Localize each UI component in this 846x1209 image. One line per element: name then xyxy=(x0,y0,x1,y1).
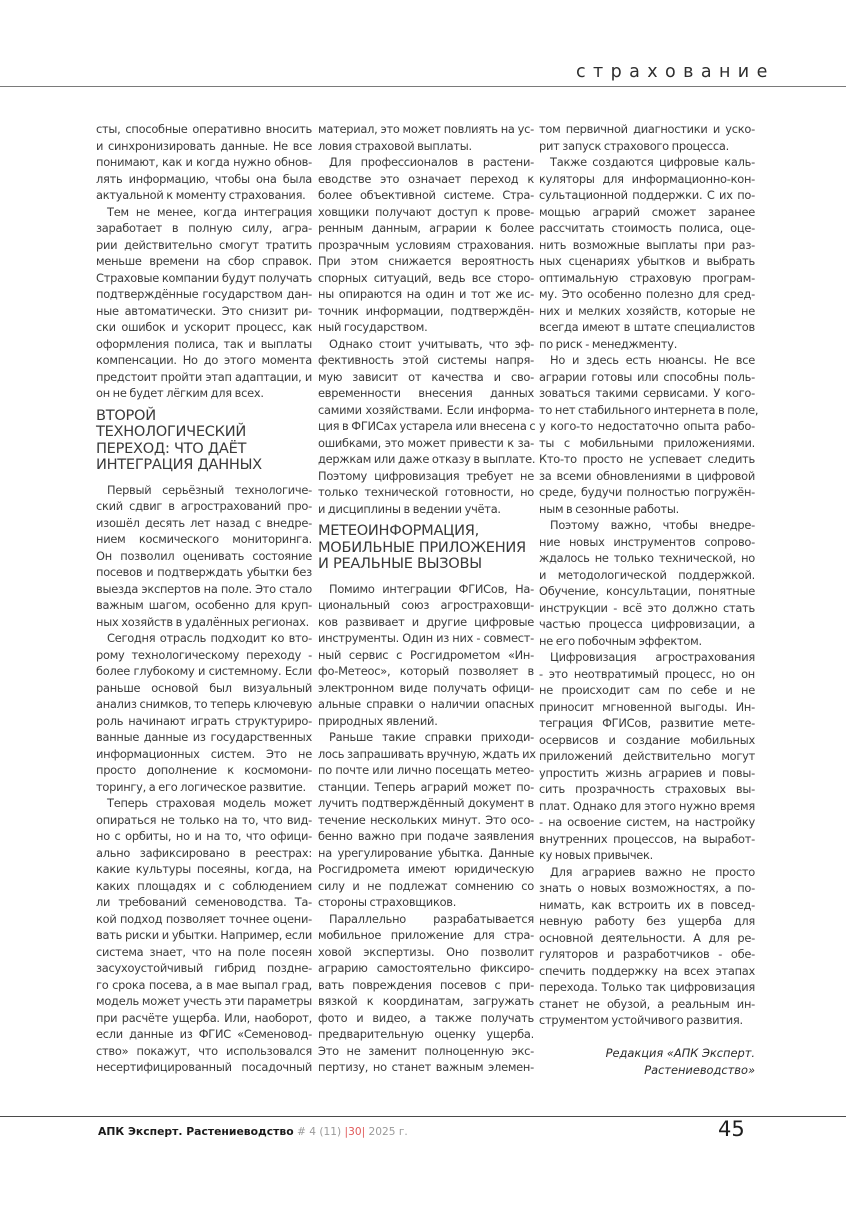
text-line: анализ снимков, то теперь ключевую xyxy=(96,697,312,712)
text-line: вать повреждения посевов с при- xyxy=(318,977,534,992)
text-line: том первичной диагностики и уско- xyxy=(539,122,755,136)
paragraph xyxy=(318,581,534,730)
text-line: у кого-то недостаточно опыта рабо- xyxy=(539,419,755,433)
text-line: предстоит пройти этап адаптации, и xyxy=(96,369,312,384)
text-line: более глубокому и системному. Если xyxy=(96,664,312,679)
text-line: понимают, как и когда нужно обнов- xyxy=(96,155,312,169)
text-line: альные справки о наличии опасных xyxy=(318,697,534,712)
text-line: спечить поддержку на всех этапах xyxy=(539,963,755,978)
text-line: за всеми обновлениями в цифровой xyxy=(539,468,755,483)
text-line: Раньше такие справки приходи- xyxy=(329,730,534,745)
paragraph xyxy=(96,795,312,1076)
text-line: зоваться такими сервисами. У кого- xyxy=(539,386,755,400)
text-line: струментом устойчивого развития. xyxy=(539,1013,743,1027)
text-line: станет не обузой, а реальным ин- xyxy=(539,996,755,1011)
text-line: основной деятельности. А для ре- xyxy=(539,930,755,945)
text-line: оптимальную страховую програм- xyxy=(539,270,755,285)
text-line: раньше основой был визуальный xyxy=(96,680,312,695)
text-line: внутренних процессов, на выработ- xyxy=(539,831,755,846)
text-line: лось запрашивать вручную, ждать их xyxy=(318,746,536,761)
text-line: Цифровизация агрострахования xyxy=(550,650,755,664)
text-line: держкам или даже отказу в выплате. xyxy=(318,452,536,466)
text-line: Обучение, консультации, понятные xyxy=(539,584,755,598)
paragraph xyxy=(96,204,312,402)
text-line: всегда имеют в штате специалистов xyxy=(539,320,755,334)
text-line: циональный союз агростраховщи- xyxy=(318,598,534,613)
text-line: природных явлений. xyxy=(318,713,438,728)
text-line: знать о новых возможностях, а по- xyxy=(539,881,755,895)
text-line: торингу, а его логическое развитие. xyxy=(96,779,306,794)
text-line: и синхронизировать данные. Не все xyxy=(96,138,312,153)
text-line: Он позволил оценивать состояние xyxy=(96,548,312,563)
paragraph xyxy=(539,154,755,352)
text-line: на урегулирование убытка. Данные xyxy=(318,845,534,860)
text-line: по почте или лично посещать метео- xyxy=(318,763,534,778)
text-line: нием космического мониторинга. xyxy=(96,532,312,547)
text-line: ство» покажут, что использовался xyxy=(96,1043,312,1058)
column-3 xyxy=(539,121,759,1079)
text-line: Страховые компании будут получать xyxy=(96,270,312,285)
text-line: предварительную оценку ущерба. xyxy=(318,1027,534,1042)
text-line: ты с мобильными приложениями. xyxy=(539,435,755,450)
text-line: упростить жизнь аграриев и повы- xyxy=(539,765,755,780)
text-line: ренным данным, аграрии к более xyxy=(318,221,534,235)
text-line: только технической готовности, но xyxy=(318,485,534,499)
text-line: Тем не менее, когда интеграция xyxy=(107,204,312,219)
text-line: лучить подтверждённый документ в xyxy=(318,796,534,811)
text-line: Для аграриев важно не просто xyxy=(550,864,755,879)
heading-line: ТЕХНОЛОГИЧЕСКИЙ xyxy=(96,423,246,441)
heading-line: И РЕАЛЬНЫЕ ВЫЗОВЫ xyxy=(318,555,482,573)
text-line: Также создаются цифровые каль- xyxy=(550,155,755,169)
text-line: если данные из ФГИС «Семеновод- xyxy=(96,1027,312,1042)
text-line: рит запуск страхового процесса. xyxy=(539,138,729,153)
text-line: аграрию самостоятельно фиксиро- xyxy=(318,961,534,976)
text-line: самими хозяйствами. Если информа- xyxy=(318,402,534,417)
section-label: страхование xyxy=(576,62,775,82)
text-line: информационных систем. Это не xyxy=(96,746,312,761)
text-line: плат. Однако для этого нужно время xyxy=(539,798,755,813)
text-line: Для профессионалов в растени- xyxy=(329,155,534,169)
text-line: Теперь страховая модель может xyxy=(107,796,312,811)
paragraph xyxy=(318,729,534,911)
text-line: При этом снижается вероятность xyxy=(318,254,534,268)
paragraph xyxy=(539,121,755,154)
heading-line: ПЕРЕХОД: ЧТО ДАЁТ xyxy=(96,439,247,457)
signature-line: Редакция «АПК Эксперт. xyxy=(605,1045,755,1060)
text-line: но с орбиты, но и на то, что офици- xyxy=(96,829,312,844)
text-line: пертизу, но станет важным элемен- xyxy=(318,1060,534,1075)
text-line: роль начинают играть структуриро- xyxy=(96,713,312,728)
text-line: он не будет лёгким для всех. xyxy=(96,386,264,400)
issue-number: # 4 (11) xyxy=(293,1126,345,1138)
text-line: оформления полиса, так и выплаты xyxy=(96,336,312,351)
text-line: ловия страховой выплаты. xyxy=(318,138,472,153)
heading-line: ВТОРОЙ xyxy=(96,406,156,424)
text-line: ный государством. xyxy=(318,320,428,334)
text-line: - на освоение систем, на настройку xyxy=(539,815,755,829)
text-line: них и мелких хозяйств, которые не xyxy=(539,303,755,318)
section-heading xyxy=(96,408,312,474)
text-line: важным шагом, особенно для круп- xyxy=(96,598,312,613)
text-line: го срока посева, а в мае выпал град, xyxy=(96,977,312,992)
text-line: Поэтому цифровизация требует не xyxy=(318,468,534,483)
text-line: - это неотвратимый процесс, но он xyxy=(539,666,755,681)
text-line: рассчитать стоимость полиса, оце- xyxy=(539,221,755,235)
paragraph xyxy=(318,121,534,154)
text-line: модель может учесть эти параметры xyxy=(96,994,312,1009)
text-line: мую зависит от качества и сво- xyxy=(318,369,534,384)
text-line: рии действительно смогут тратить xyxy=(96,237,312,252)
text-line: осервисов и создание мобильных xyxy=(539,732,755,747)
paragraph xyxy=(318,336,534,518)
paragraph xyxy=(318,154,534,336)
text-line: подтверждённые государством дан- xyxy=(96,287,312,301)
text-line: Поэтому важно, чтобы внедре- xyxy=(550,518,755,532)
text-line: несертифицированный посадочный xyxy=(96,1060,312,1075)
text-line: ков развивает и другие цифровые xyxy=(318,614,534,629)
text-line: ли требований семеноводства. Та- xyxy=(96,895,312,910)
issue-year: 2025 г. xyxy=(365,1126,408,1138)
paragraph xyxy=(96,482,312,631)
text-line: нить возможные выплаты при раз- xyxy=(539,237,755,252)
text-line: перехода. Только так цифровизация xyxy=(539,980,755,994)
text-line: актуальной к моменту страхования. xyxy=(96,188,306,202)
text-line: куляторы для информационно-кон- xyxy=(539,171,755,186)
page-number: 45 xyxy=(718,1117,745,1141)
text-line: Росгидромета имеют юридическую xyxy=(318,862,534,877)
text-line: лять информацию, чтобы она была xyxy=(96,171,312,186)
text-line: ным в сезонные работы. xyxy=(539,501,679,516)
text-line: частью процесса цифровизации, а xyxy=(539,617,755,631)
text-line: невную работу без ущерба для xyxy=(539,914,755,928)
text-line: Однако стоит учитывать, что эф- xyxy=(329,336,534,351)
text-line: ция в ФГИСах устарела или внесена с xyxy=(318,419,536,433)
text-line: фективность этой системы напря- xyxy=(318,353,534,367)
text-line: силу и не подлежат сомнению со xyxy=(318,878,534,893)
text-line: ный сервис с Росгидрометом «Ин- xyxy=(318,647,534,662)
paragraph xyxy=(539,649,755,864)
text-line: инструкции - всё это должно стать xyxy=(539,600,755,615)
text-line: ные автоматически. Это снизит ри- xyxy=(96,303,312,318)
text-line: ку новых привычек. xyxy=(539,848,654,862)
column-2 xyxy=(318,121,534,1076)
text-line: и методологической поддержкой. xyxy=(539,567,755,582)
issue-total: |30| xyxy=(344,1126,366,1138)
heading-line: ИНТЕГРАЦИЯ ДАННЫХ xyxy=(96,456,262,474)
paragraph xyxy=(96,121,312,204)
text-line: ховщики получают доступ к прове- xyxy=(318,204,534,219)
header-rule xyxy=(0,86,846,87)
text-line: выезда экспертов на поле. Это стало xyxy=(96,581,312,596)
text-line: вязкой к координатам, загружать xyxy=(318,994,534,1009)
text-line: нимать, как встроить их в повсед- xyxy=(539,897,755,912)
text-line: ошибками, это может привести к за- xyxy=(318,435,534,450)
text-line: просто дополнение к космомони- xyxy=(96,763,312,778)
text-line: приложений действительно могут xyxy=(539,749,755,763)
text-line: прозрачным условиям страхования. xyxy=(318,237,534,252)
footer-masthead xyxy=(98,1125,408,1138)
text-line: каких площадях и с соблюдением xyxy=(96,878,312,893)
text-line: фото и видео, а также получать xyxy=(318,1010,534,1025)
paragraph xyxy=(318,911,534,1076)
text-line: кой подход позволяет точнее оцени- xyxy=(96,911,312,926)
text-line: инструменты. Один из них - совмест- xyxy=(318,631,534,646)
text-line: не его побочным эффектом. xyxy=(539,633,702,648)
text-line: ванные данные из государственных xyxy=(96,730,312,745)
text-line: и дисциплины в ведении учёта. xyxy=(318,501,501,516)
text-line: приносит мгновенной выгоды. Ин- xyxy=(539,699,755,714)
text-line: какие культуры посеяны, когда, на xyxy=(96,862,312,877)
text-line: заработает в полную силу, агра- xyxy=(96,221,312,235)
text-line: то нет стабильного интернета в поле, xyxy=(539,402,759,417)
text-line: при расчёте ущерба. Или, наоборот, xyxy=(96,1010,312,1025)
paragraph xyxy=(96,630,312,795)
text-line: ский сдвиг в агрострахований про- xyxy=(96,499,312,514)
text-line: изошёл десять лет назад с внедре- xyxy=(96,515,312,530)
heading-line: МОБИЛЬНЫЕ ПРИЛОЖЕНИЯ xyxy=(318,538,526,556)
paragraph xyxy=(539,352,759,517)
text-line: точник информации, подтверждён- xyxy=(318,303,534,318)
column-1 xyxy=(96,121,312,1076)
text-line: Это не заменит полноценную экс- xyxy=(318,1043,534,1058)
text-line: рому технологическому переходу - xyxy=(96,647,312,662)
text-line: по риск - менеджменту. xyxy=(539,336,678,351)
text-line: фо-Метеос», который позволяет в xyxy=(318,664,534,679)
paragraph xyxy=(539,864,755,1029)
text-line: му. Это особенно полезно для сред- xyxy=(539,287,755,301)
text-line: более объективной системе. Стра- xyxy=(318,188,534,202)
paragraph xyxy=(539,517,755,649)
text-line: стороны страховщиков. xyxy=(318,895,457,910)
text-line: станции. Теперь аграрий может по- xyxy=(318,779,534,794)
text-line: ных хозяйств в удалённых регионах. xyxy=(96,614,310,629)
text-line: сты, способные оперативно вносить xyxy=(96,122,312,136)
text-line: сить прозрачность страховых вы- xyxy=(539,782,755,796)
text-line: сультационной поддержки. С их по- xyxy=(539,188,755,202)
author-signature xyxy=(539,1045,755,1079)
section-heading xyxy=(318,523,534,573)
text-line: течение нескольких минут. Это осо- xyxy=(318,812,534,827)
text-line: меньше времени на сбор справок. xyxy=(96,254,312,268)
heading-line: МЕТЕОИНФОРМАЦИЯ, xyxy=(318,522,479,539)
text-line: Помимо интеграции ФГИСов, На- xyxy=(329,581,534,596)
text-line: Кто-то просто не успевает следить xyxy=(539,452,755,466)
text-line: евременности внесения данных xyxy=(318,386,534,400)
text-line: еводстве это означает переход к xyxy=(318,171,534,186)
text-line: посевов и подтверждать убытки без xyxy=(96,565,312,580)
text-line: Но и здесь есть нюансы. Не все xyxy=(550,353,755,367)
text-line: Сегодня отрасль подходит ко вто- xyxy=(107,631,312,646)
text-line: мобильное приложение для стра- xyxy=(318,928,534,943)
text-line: Первый серьёзный технологиче- xyxy=(107,482,312,497)
text-line: материал, это может повлиять на ус- xyxy=(318,122,534,136)
text-line: гуляторов и разработчиков - обе- xyxy=(539,947,755,961)
signature-line: Растениеводство» xyxy=(644,1062,755,1077)
text-line: бенно важно при подаче заявления xyxy=(318,829,534,844)
text-line: ны опираются на один и тот же ис- xyxy=(318,287,534,301)
text-line: ние новых инструментов сопрово- xyxy=(539,534,755,549)
text-line: среде, будучи полностью погружён- xyxy=(539,485,755,499)
text-line: электронном виде получать офици- xyxy=(318,680,534,695)
text-line: ски ошибок и ускорит процесс, как xyxy=(96,320,312,334)
text-line: система знает, что на поле посеян xyxy=(96,944,312,959)
text-line: мощью аграрий сможет заранее xyxy=(539,204,755,219)
text-line: вать риски и убытки. Например, если xyxy=(96,928,312,943)
magazine-title: АПК Эксперт. Растениеводство xyxy=(98,1125,294,1138)
text-line: спорных ситуаций, ведь все сторо- xyxy=(318,270,534,285)
text-line: ждалось не только технической, но xyxy=(539,551,755,565)
text-line: опираться не только на то, что вид- xyxy=(96,812,312,827)
text-line: Параллельно разрабатывается xyxy=(329,911,534,926)
text-line: теграция ФГИСов, развитие мете- xyxy=(539,716,755,730)
text-line: ных сценариях убытков и выбрать xyxy=(539,254,755,268)
text-line: засухоустойчивый гибрид поздне- xyxy=(96,961,312,976)
text-line: компенсации. Но до этого момента xyxy=(96,353,312,367)
text-line: не происходит сам по себе и не xyxy=(539,683,755,697)
text-line: ально зафиксировано в реестрах: xyxy=(96,845,312,860)
text-line: ховой экспертизы. Оно позволит xyxy=(318,944,534,959)
text-line: аграрии готовы или способны поль- xyxy=(539,369,755,384)
